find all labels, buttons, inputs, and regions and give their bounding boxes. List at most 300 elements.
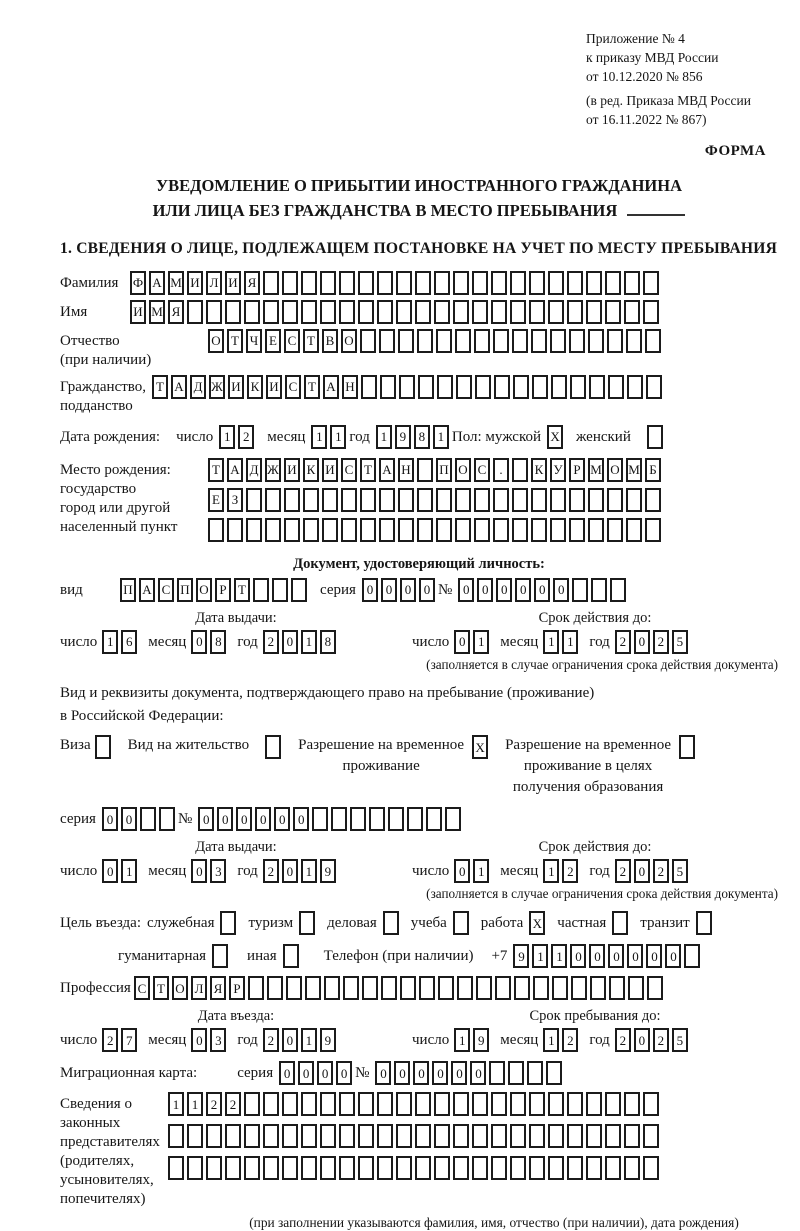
purpose-study-checkbox[interactable]	[453, 911, 469, 935]
char-box[interactable]: И	[130, 300, 146, 324]
char-box[interactable]	[320, 1124, 336, 1148]
purpose-humanitarian-checkbox[interactable]	[212, 944, 228, 968]
residence-permit-checkbox[interactable]	[265, 735, 281, 759]
char-box[interactable]: 0	[274, 807, 290, 831]
char-box[interactable]: С	[285, 375, 301, 399]
char-box[interactable]	[628, 976, 644, 1000]
char-box[interactable]	[284, 518, 300, 542]
char-box[interactable]: Д	[246, 458, 262, 482]
char-box[interactable]	[398, 518, 414, 542]
char-box[interactable]	[586, 1092, 602, 1116]
char-box[interactable]: 0	[293, 807, 309, 831]
char-box[interactable]	[624, 1156, 640, 1180]
char-box[interactable]	[567, 300, 583, 324]
char-box[interactable]: 0	[634, 630, 650, 654]
char-box[interactable]: 0	[191, 1028, 207, 1052]
char-box[interactable]	[377, 1092, 393, 1116]
char-box[interactable]: М	[588, 458, 604, 482]
char-box[interactable]: 0	[191, 859, 207, 883]
char-box[interactable]: М	[149, 300, 165, 324]
char-box[interactable]	[548, 271, 564, 295]
char-box[interactable]	[434, 300, 450, 324]
char-box[interactable]	[550, 488, 566, 512]
char-box[interactable]	[322, 488, 338, 512]
char-box[interactable]	[246, 518, 262, 542]
char-box[interactable]	[324, 976, 340, 1000]
char-box[interactable]: П	[436, 458, 452, 482]
char-box[interactable]: 0	[454, 859, 470, 883]
char-box[interactable]	[548, 1156, 564, 1180]
char-box[interactable]	[360, 329, 376, 353]
char-box[interactable]: П	[120, 578, 136, 602]
char-box[interactable]	[529, 300, 545, 324]
char-box[interactable]	[624, 300, 640, 324]
char-box[interactable]	[369, 807, 385, 831]
char-box[interactable]	[407, 807, 423, 831]
char-box[interactable]	[415, 1124, 431, 1148]
char-box[interactable]: 0	[375, 1061, 391, 1085]
char-box[interactable]	[567, 271, 583, 295]
char-box[interactable]	[586, 1124, 602, 1148]
char-box[interactable]: И	[187, 271, 203, 295]
char-box[interactable]	[624, 271, 640, 295]
char-box[interactable]	[358, 271, 374, 295]
char-box[interactable]	[360, 518, 376, 542]
char-box[interactable]	[272, 578, 288, 602]
char-box[interactable]	[591, 578, 607, 602]
char-box[interactable]	[605, 300, 621, 324]
char-box[interactable]: 9	[320, 1028, 336, 1052]
char-box[interactable]: Ч	[246, 329, 262, 353]
char-box[interactable]: О	[341, 329, 357, 353]
char-box[interactable]: Я	[210, 976, 226, 1000]
char-box[interactable]	[225, 1124, 241, 1148]
char-box[interactable]	[225, 300, 241, 324]
char-box[interactable]	[472, 1124, 488, 1148]
char-box[interactable]	[227, 518, 243, 542]
char-box[interactable]: 2	[263, 859, 279, 883]
char-box[interactable]	[301, 271, 317, 295]
char-box[interactable]	[263, 271, 279, 295]
char-box[interactable]	[267, 976, 283, 1000]
char-box[interactable]	[643, 1156, 659, 1180]
char-box[interactable]: 0	[121, 807, 137, 831]
char-box[interactable]	[533, 976, 549, 1000]
char-box[interactable]	[531, 518, 547, 542]
char-box[interactable]	[645, 329, 661, 353]
char-box[interactable]	[569, 518, 585, 542]
char-box[interactable]: 9	[395, 425, 411, 449]
char-box[interactable]: 1	[473, 859, 489, 883]
char-box[interactable]: А	[171, 375, 187, 399]
char-box[interactable]	[588, 518, 604, 542]
char-box[interactable]	[453, 300, 469, 324]
char-box[interactable]	[624, 1092, 640, 1116]
char-box[interactable]	[396, 271, 412, 295]
char-box[interactable]: К	[247, 375, 263, 399]
char-box[interactable]: 0	[102, 859, 118, 883]
char-box[interactable]: 0	[400, 578, 416, 602]
char-box[interactable]: 0	[279, 1061, 295, 1085]
char-box[interactable]: 1	[301, 1028, 317, 1052]
char-box[interactable]	[396, 1092, 412, 1116]
char-box[interactable]	[301, 1124, 317, 1148]
char-box[interactable]: 1	[219, 425, 235, 449]
char-box[interactable]: 2	[653, 630, 669, 654]
char-box[interactable]	[510, 1124, 526, 1148]
char-box[interactable]: 1	[376, 425, 392, 449]
char-box[interactable]	[426, 807, 442, 831]
char-box[interactable]: 0	[515, 578, 531, 602]
char-box[interactable]	[567, 1156, 583, 1180]
char-box[interactable]: 1	[543, 1028, 559, 1052]
char-box[interactable]	[303, 488, 319, 512]
char-box[interactable]: 0	[665, 944, 681, 968]
char-box[interactable]: 5	[672, 859, 688, 883]
char-box[interactable]	[455, 329, 471, 353]
char-box[interactable]	[512, 488, 528, 512]
purpose-other-checkbox[interactable]	[283, 944, 299, 968]
char-box[interactable]: 8	[320, 630, 336, 654]
char-box[interactable]: 2	[238, 425, 254, 449]
char-box[interactable]	[455, 518, 471, 542]
char-box[interactable]: 9	[320, 859, 336, 883]
char-box[interactable]	[436, 488, 452, 512]
char-box[interactable]	[605, 271, 621, 295]
char-box[interactable]	[187, 1156, 203, 1180]
char-box[interactable]	[607, 518, 623, 542]
char-box[interactable]	[263, 1092, 279, 1116]
char-box[interactable]	[341, 518, 357, 542]
purpose-private-checkbox[interactable]	[612, 911, 628, 935]
char-box[interactable]	[495, 976, 511, 1000]
char-box[interactable]: Р	[569, 458, 585, 482]
char-box[interactable]	[415, 1092, 431, 1116]
char-box[interactable]: Т	[360, 458, 376, 482]
char-box[interactable]	[513, 375, 529, 399]
char-box[interactable]	[455, 488, 471, 512]
char-box[interactable]	[647, 976, 663, 1000]
char-box[interactable]: 0	[458, 578, 474, 602]
char-box[interactable]: 0	[451, 1061, 467, 1085]
char-box[interactable]	[301, 300, 317, 324]
char-box[interactable]	[474, 488, 490, 512]
char-box[interactable]	[415, 1156, 431, 1180]
char-box[interactable]: С	[134, 976, 150, 1000]
char-box[interactable]	[491, 300, 507, 324]
char-box[interactable]	[474, 329, 490, 353]
char-box[interactable]	[491, 271, 507, 295]
char-box[interactable]: Р	[229, 976, 245, 1000]
char-box[interactable]	[436, 518, 452, 542]
char-box[interactable]	[265, 488, 281, 512]
char-box[interactable]: Т	[234, 578, 250, 602]
char-box[interactable]: Н	[398, 458, 414, 482]
char-box[interactable]	[645, 518, 661, 542]
char-box[interactable]: Т	[153, 976, 169, 1000]
char-box[interactable]: 2	[206, 1092, 222, 1116]
char-box[interactable]	[140, 807, 156, 831]
char-box[interactable]	[396, 1156, 412, 1180]
char-box[interactable]	[453, 1124, 469, 1148]
char-box[interactable]	[586, 1156, 602, 1180]
char-box[interactable]	[474, 518, 490, 542]
char-box[interactable]	[626, 329, 642, 353]
char-box[interactable]	[434, 271, 450, 295]
char-box[interactable]	[472, 1092, 488, 1116]
char-box[interactable]: Т	[152, 375, 168, 399]
purpose-official-checkbox[interactable]	[220, 911, 236, 935]
char-box[interactable]: 2	[263, 1028, 279, 1052]
char-box[interactable]: 2	[225, 1092, 241, 1116]
char-box[interactable]	[291, 578, 307, 602]
char-box[interactable]: 0	[477, 578, 493, 602]
char-box[interactable]	[206, 1124, 222, 1148]
char-box[interactable]: Т	[227, 329, 243, 353]
char-box[interactable]	[339, 271, 355, 295]
char-box[interactable]: 3	[210, 1028, 226, 1052]
char-box[interactable]	[571, 976, 587, 1000]
char-box[interactable]	[529, 1156, 545, 1180]
char-box[interactable]	[187, 1124, 203, 1148]
char-box[interactable]: 2	[653, 1028, 669, 1052]
char-box[interactable]: И	[228, 375, 244, 399]
char-box[interactable]	[586, 300, 602, 324]
char-box[interactable]: 2	[562, 859, 578, 883]
char-box[interactable]	[377, 300, 393, 324]
char-box[interactable]	[286, 976, 302, 1000]
char-box[interactable]	[418, 375, 434, 399]
char-box[interactable]	[626, 518, 642, 542]
char-box[interactable]	[567, 1124, 583, 1148]
char-box[interactable]	[358, 1092, 374, 1116]
char-box[interactable]	[476, 976, 492, 1000]
char-box[interactable]	[567, 1092, 583, 1116]
char-box[interactable]: Е	[208, 488, 224, 512]
char-box[interactable]: Н	[342, 375, 358, 399]
char-box[interactable]	[168, 1124, 184, 1148]
char-box[interactable]	[624, 1124, 640, 1148]
char-box[interactable]: У	[550, 458, 566, 482]
char-box[interactable]: 2	[615, 859, 631, 883]
char-box[interactable]	[358, 1156, 374, 1180]
char-box[interactable]	[493, 488, 509, 512]
char-box[interactable]: 0	[646, 944, 662, 968]
char-box[interactable]: 2	[615, 1028, 631, 1052]
char-box[interactable]: 0	[496, 578, 512, 602]
char-box[interactable]	[586, 271, 602, 295]
char-box[interactable]	[493, 518, 509, 542]
char-box[interactable]: 0	[419, 578, 435, 602]
char-box[interactable]	[532, 375, 548, 399]
char-box[interactable]: О	[196, 578, 212, 602]
char-box[interactable]: 1	[168, 1092, 184, 1116]
char-box[interactable]: К	[531, 458, 547, 482]
char-box[interactable]	[453, 1092, 469, 1116]
char-box[interactable]: 7	[121, 1028, 137, 1052]
purpose-business-checkbox[interactable]	[383, 911, 399, 935]
char-box[interactable]	[529, 1124, 545, 1148]
purpose-work-checkbox[interactable]: X	[529, 911, 545, 935]
char-box[interactable]	[381, 976, 397, 1000]
char-box[interactable]	[361, 375, 377, 399]
char-box[interactable]: С	[474, 458, 490, 482]
char-box[interactable]: 0	[553, 578, 569, 602]
sex-female-checkbox[interactable]	[647, 425, 663, 449]
char-box[interactable]: 0	[570, 944, 586, 968]
char-box[interactable]	[417, 488, 433, 512]
char-box[interactable]: 1	[543, 630, 559, 654]
char-box[interactable]: 0	[634, 1028, 650, 1052]
char-box[interactable]	[244, 1092, 260, 1116]
char-box[interactable]	[159, 807, 175, 831]
char-box[interactable]: Д	[190, 375, 206, 399]
char-box[interactable]	[512, 458, 528, 482]
char-box[interactable]	[282, 1156, 298, 1180]
char-box[interactable]	[208, 518, 224, 542]
char-box[interactable]: Т	[303, 329, 319, 353]
char-box[interactable]: Р	[215, 578, 231, 602]
char-box[interactable]	[377, 271, 393, 295]
char-box[interactable]	[168, 1156, 184, 1180]
char-box[interactable]: В	[322, 329, 338, 353]
char-box[interactable]	[301, 1156, 317, 1180]
char-box[interactable]	[570, 375, 586, 399]
char-box[interactable]	[244, 1124, 260, 1148]
char-box[interactable]: П	[177, 578, 193, 602]
char-box[interactable]	[415, 271, 431, 295]
char-box[interactable]: 1	[532, 944, 548, 968]
char-box[interactable]: Т	[304, 375, 320, 399]
char-box[interactable]	[358, 300, 374, 324]
char-box[interactable]: 0	[298, 1061, 314, 1085]
char-box[interactable]	[343, 976, 359, 1000]
char-box[interactable]	[608, 375, 624, 399]
char-box[interactable]	[552, 976, 568, 1000]
char-box[interactable]: С	[158, 578, 174, 602]
char-box[interactable]	[322, 518, 338, 542]
char-box[interactable]	[320, 300, 336, 324]
char-box[interactable]: 5	[672, 630, 688, 654]
char-box[interactable]	[510, 300, 526, 324]
rvp-edu-checkbox[interactable]	[679, 735, 695, 759]
char-box[interactable]: 2	[653, 859, 669, 883]
char-box[interactable]	[569, 329, 585, 353]
char-box[interactable]: И	[225, 271, 241, 295]
char-box[interactable]	[514, 976, 530, 1000]
char-box[interactable]	[263, 300, 279, 324]
char-box[interactable]: 0	[362, 578, 378, 602]
char-box[interactable]	[341, 488, 357, 512]
char-box[interactable]	[529, 271, 545, 295]
char-box[interactable]	[643, 300, 659, 324]
char-box[interactable]: 1	[330, 425, 346, 449]
char-box[interactable]: 1	[187, 1092, 203, 1116]
char-box[interactable]: 0	[198, 807, 214, 831]
char-box[interactable]	[437, 375, 453, 399]
char-box[interactable]: С	[341, 458, 357, 482]
char-box[interactable]: Я	[168, 300, 184, 324]
char-box[interactable]	[607, 488, 623, 512]
char-box[interactable]	[527, 1061, 543, 1085]
char-box[interactable]: Б	[645, 458, 661, 482]
char-box[interactable]: 0	[634, 859, 650, 883]
char-box[interactable]: 9	[513, 944, 529, 968]
char-box[interactable]: 0	[102, 807, 118, 831]
char-box[interactable]: 0	[608, 944, 624, 968]
char-box[interactable]: 1	[551, 944, 567, 968]
char-box[interactable]: Я	[244, 271, 260, 295]
char-box[interactable]: 3	[210, 859, 226, 883]
char-box[interactable]	[605, 1092, 621, 1116]
char-box[interactable]	[301, 1092, 317, 1116]
char-box[interactable]	[551, 375, 567, 399]
char-box[interactable]	[253, 578, 269, 602]
char-box[interactable]	[645, 488, 661, 512]
char-box[interactable]	[380, 375, 396, 399]
char-box[interactable]: 1	[102, 630, 118, 654]
char-box[interactable]: М	[626, 458, 642, 482]
char-box[interactable]	[510, 271, 526, 295]
char-box[interactable]: М	[168, 271, 184, 295]
char-box[interactable]: 0	[454, 630, 470, 654]
char-box[interactable]: Ф	[130, 271, 146, 295]
char-box[interactable]	[362, 976, 378, 1000]
char-box[interactable]	[331, 807, 347, 831]
char-box[interactable]: Е	[265, 329, 281, 353]
char-box[interactable]	[303, 518, 319, 542]
char-box[interactable]	[282, 1092, 298, 1116]
char-box[interactable]	[320, 1156, 336, 1180]
char-box[interactable]: 1	[543, 859, 559, 883]
char-box[interactable]	[491, 1156, 507, 1180]
char-box[interactable]: 2	[102, 1028, 118, 1052]
char-box[interactable]: 0	[236, 807, 252, 831]
char-box[interactable]	[610, 578, 626, 602]
char-box[interactable]: К	[303, 458, 319, 482]
char-box[interactable]	[589, 375, 605, 399]
char-box[interactable]	[284, 488, 300, 512]
char-box[interactable]	[187, 300, 203, 324]
char-box[interactable]	[643, 271, 659, 295]
char-box[interactable]: 0	[255, 807, 271, 831]
char-box[interactable]: 0	[191, 630, 207, 654]
char-box[interactable]: 0	[627, 944, 643, 968]
char-box[interactable]: И	[322, 458, 338, 482]
char-box[interactable]	[225, 1156, 241, 1180]
char-box[interactable]	[609, 976, 625, 1000]
char-box[interactable]	[206, 1156, 222, 1180]
char-box[interactable]	[350, 807, 366, 831]
char-box[interactable]	[489, 1061, 505, 1085]
char-box[interactable]: 1	[301, 630, 317, 654]
char-box[interactable]: 0	[534, 578, 550, 602]
char-box[interactable]	[531, 488, 547, 512]
char-box[interactable]	[417, 458, 433, 482]
char-box[interactable]	[320, 271, 336, 295]
purpose-transit-checkbox[interactable]	[696, 911, 712, 935]
char-box[interactable]: 1	[311, 425, 327, 449]
char-box[interactable]: 1	[301, 859, 317, 883]
char-box[interactable]	[456, 375, 472, 399]
char-box[interactable]	[339, 300, 355, 324]
char-box[interactable]	[398, 488, 414, 512]
char-box[interactable]	[472, 271, 488, 295]
char-box[interactable]: 1	[562, 630, 578, 654]
char-box[interactable]	[377, 1124, 393, 1148]
char-box[interactable]: О	[172, 976, 188, 1000]
char-box[interactable]	[588, 329, 604, 353]
